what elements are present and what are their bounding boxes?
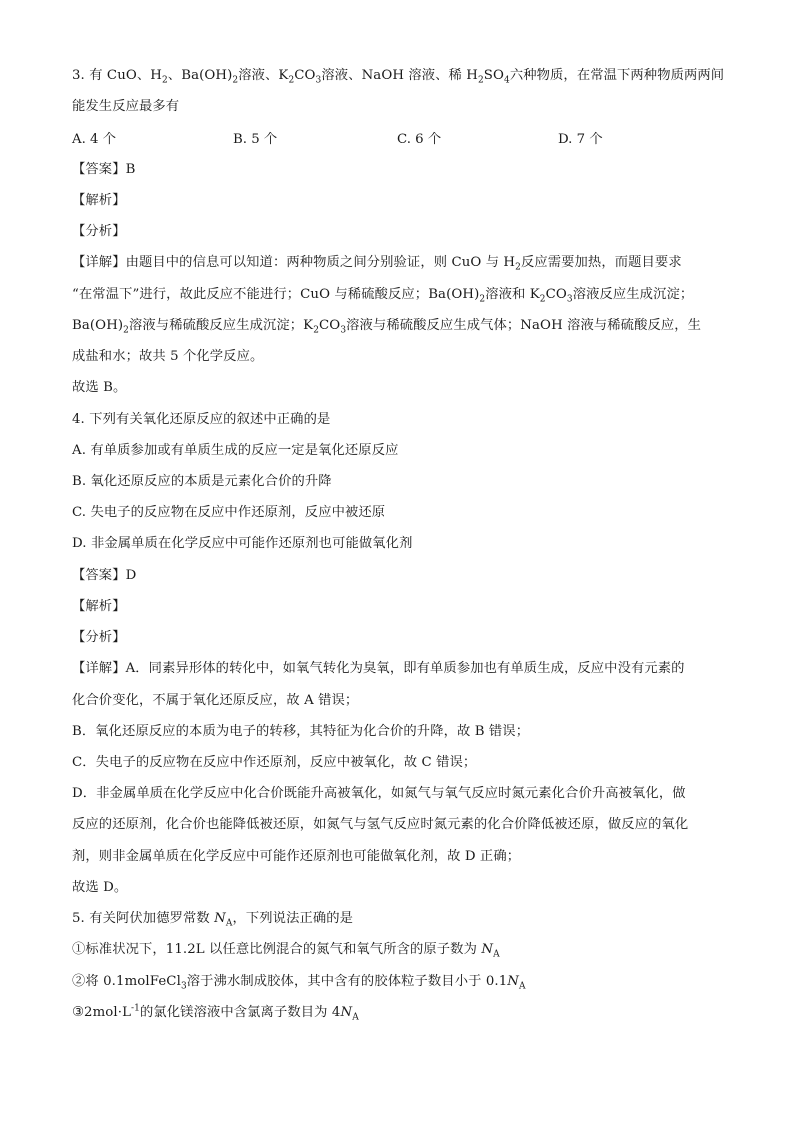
q4-option-b: B. 氧化还原反应的本质是元素化合价的升降 — [72, 474, 332, 489]
q5-item-2: ②将 0.1molFeCl$_3$溶于沸水制成胶体，其中含有的胶体粒子数目小于 $0.1N_A$ — [72, 974, 526, 992]
q3-analysis-heading: 【解析】 — [72, 193, 126, 208]
q3-detail-line2: “在常温下”进行，故此反应不能进行；CuO 与稀硫酸反应；$Ba(OH)_2$溶液和 $K_2CO_3$溶液反应生成沉淀； — [72, 287, 694, 305]
q4-fenxi-heading: 【分析】 — [72, 630, 126, 645]
q4-detail-line: B．氧化还原反应的本质为电子的转移，其特征为化合价的升降，故 B 错误； — [72, 724, 530, 739]
q3-detail-line1: 【详解】由题目中的信息可以知道：两种物质之间分别验证，则 CuO 与 $H_2$反应需要加热，而题目要求 — [72, 255, 682, 273]
q3-stem-line2: 能发生反应最多有 — [72, 99, 180, 114]
q3-option-a: A. 4 个 — [72, 132, 117, 147]
q3-fenxi-heading: 【分析】 — [72, 224, 126, 239]
q4-answer: 【答案】D — [72, 568, 137, 583]
q3-detail-line4: 成盐和水；故共 5 个化学反应。 — [72, 349, 264, 364]
q3-detail-line3: $Ba(OH)_2$溶液与稀硫酸反应生成沉淀；$K_2CO_3$溶液与稀硫酸反应生成气体；NaOH 溶液与稀硫酸反应，生 — [72, 318, 702, 336]
q4-analysis-heading: 【解析】 — [72, 599, 126, 614]
q4-conclusion: 故选 D。 — [72, 880, 128, 895]
q4-detail-line: D．非金属单质在化学反应中化合价既能升高被氧化，如氮气与氧气反应时氮元素化合价升高被氧化，做 — [72, 786, 686, 801]
q4-detail-line: 化合价变化，不属于氧化还原反应，故 A 错误； — [72, 693, 359, 708]
q5-stem: 5. 有关阿伏加德罗常数 $N_A$，下列说法正确的是 — [72, 911, 354, 929]
q4-option-d: D. 非金属单质在化学反应中可能作还原剂也可能做氧化剂 — [72, 536, 413, 551]
q4-detail-line: C．失电子的反应物在反应中作还原剂，反应中被氧化，故 C 错误； — [72, 755, 477, 770]
q4-stem: 4. 下列有关氧化还原反应的叙述中正确的是 — [72, 412, 331, 427]
q4-detail-line: 【详解】A．同素异形体的转化中，如氧气转化为臭氧，即有单质参加也有单质生成，反应中没有元素的 — [72, 661, 685, 676]
q3-answer: 【答案】B — [72, 162, 136, 177]
q4-detail-line: 剂，则非金属单质在化学反应中可能作还原剂也可能做氧化剂，故 D 正确； — [72, 849, 521, 864]
q4-option-c: C. 失电子的反应物在反应中作还原剂，反应中被还原 — [72, 505, 386, 520]
q4-option-a: A. 有单质参加或有单质生成的反应一定是氧化还原反应 — [72, 443, 399, 458]
q3-option-c: C. 6 个 — [397, 132, 442, 147]
q5-item-3: $③2mol\cdot L^{-1}$的氯化镁溶液中含氯离子数目为 $4N_A$ — [72, 1003, 359, 1023]
q3-option-b: B. 5 个 — [233, 132, 278, 147]
q3-stem-line1: 3. 有 CuO、$H_2$、$Ba(OH)_2$溶液、$K_2CO_3$溶液、NaOH 溶液、稀 $H_2SO_4$六种物质，在常温下两种物质两两间 — [72, 68, 725, 86]
q3-option-d: D. 7 个 — [558, 132, 603, 147]
q4-detail-line: 反应的还原剂，化合价也能降低被还原，如氮气与氢气反应时氮元素的化合价降低被还原，做反应的氧化 — [72, 817, 689, 832]
q5-item-1: ①标准状况下，11.2L 以任意比例混合的氮气和氧气所含的原子数为 $N_A$ — [72, 942, 500, 960]
q3-conclusion: 故选 B。 — [72, 380, 127, 395]
